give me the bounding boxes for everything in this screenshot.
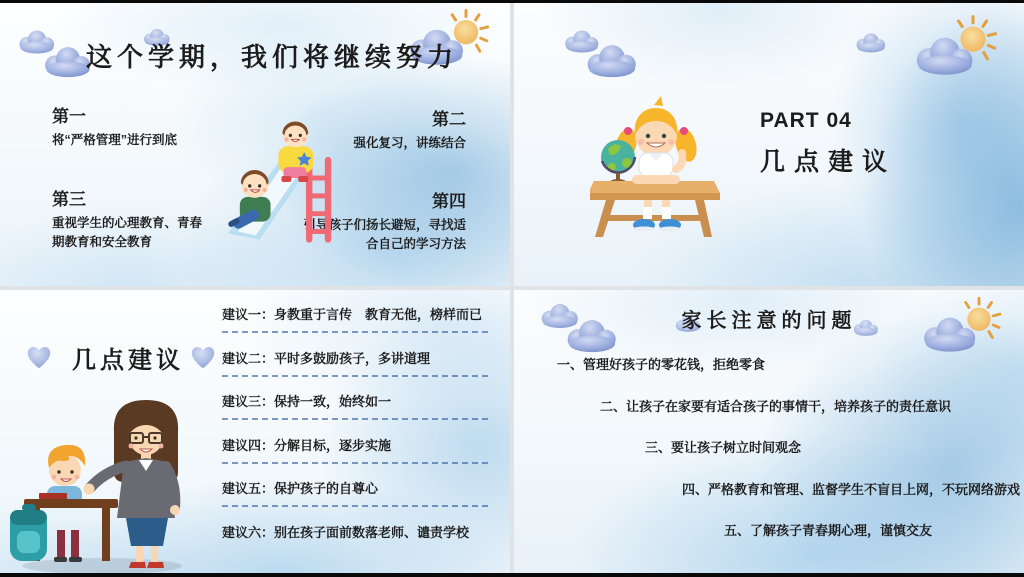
parent-issues-list <box>514 354 1024 562</box>
slide1-point-1 <box>52 102 177 150</box>
girl-at-desk-illustration <box>590 87 720 237</box>
cloud-icon <box>908 33 982 78</box>
slide4-title: 家长注意的问题 <box>681 310 857 332</box>
dashed-divider <box>222 331 488 333</box>
slide-parent-issues <box>514 290 1024 573</box>
dashed-divider <box>222 462 488 464</box>
slide1-point-2 <box>353 105 466 153</box>
suggestions-list <box>222 304 488 566</box>
issue-item: 三、要让孩子树立时间观念 <box>645 440 802 455</box>
slide-this-semester <box>0 3 510 286</box>
issue-item: 二、让孩子在家要有适合孩子的事情干，培养孩子的责任意识 <box>600 398 952 414</box>
dashed-divider <box>222 505 488 507</box>
dashed-divider <box>222 418 488 420</box>
cloud-icon <box>852 30 890 55</box>
point-label: 第一 <box>52 107 86 126</box>
issue-item: 四、严格教育和管理、监督学生不盲目上网，不玩网络游戏 <box>682 481 1021 497</box>
children-slide-illustration <box>220 107 334 247</box>
slide2-title: 几点建议 <box>760 148 897 176</box>
issue-item: 一、管理好孩子的零花钱，拒绝零食 <box>557 357 766 372</box>
suggestion-item: 建议四：分解目标，逐步实施 <box>222 435 488 479</box>
point-text: 引导孩子们扬长避短，寻找适合自己的学习方法 <box>303 218 466 252</box>
suggestion-item: 建议五：保护孩子的自尊心 <box>222 478 488 522</box>
dashed-divider <box>222 375 488 377</box>
slides-grid <box>0 3 1024 573</box>
cloud-icon <box>580 41 644 80</box>
slide1-point-3 <box>52 185 210 253</box>
teacher-student-illustration <box>8 380 192 573</box>
slide2-title-block <box>760 109 896 178</box>
issue-item: 五、了解孩子青春期心理，谨慎交友 <box>724 523 933 538</box>
slide3-title: 几点建议 <box>72 347 184 374</box>
point-text: 将“严格管理”进行到底 <box>52 133 178 147</box>
point-text: 强化复习，讲练结合 <box>353 136 466 150</box>
slide1-title: 这个学期，我们将继续努力 <box>85 42 458 72</box>
point-label: 第二 <box>432 110 466 129</box>
point-label: 第三 <box>52 190 86 209</box>
suggestion-item: 建议三：保持一致，始终如一 <box>222 391 488 435</box>
suggestion-item: 建议一：身教重于言传 教育无他，榜样而已 <box>222 304 488 348</box>
suggestion-item: 建议六：别在孩子面前数落老师、谴责学校 <box>222 524 470 540</box>
point-text: 重视学生的心理教育、青春期教育和安全教育 <box>52 216 203 250</box>
part-number: PART 04 <box>760 109 852 132</box>
point-label: 第四 <box>432 192 466 211</box>
slide-suggestions <box>0 290 510 573</box>
suggestion-item: 建议二：平时多鼓励孩子，多讲道理 <box>222 348 488 392</box>
slide-part04 <box>514 3 1024 286</box>
